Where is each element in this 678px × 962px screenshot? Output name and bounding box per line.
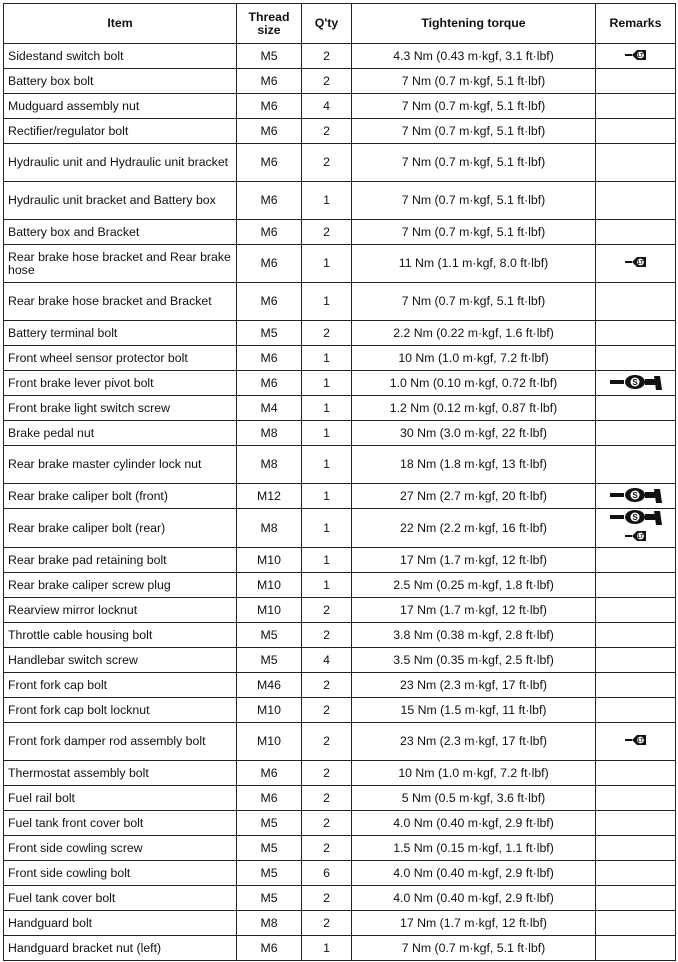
qty-cell: 2: [302, 911, 352, 936]
table-row: [4, 371, 676, 396]
silicone-grease-icon: [610, 487, 662, 506]
item-cell: Sidestand switch bolt: [4, 44, 237, 69]
header-thread-size: [237, 4, 302, 44]
torque-cell: 4.0 Nm (0.40 m·kgf, 2.9 ft·lbf): [352, 861, 596, 886]
thread-size-cell: M6: [237, 245, 302, 283]
qty-cell: 2: [302, 673, 352, 698]
remarks-cell: [596, 484, 676, 509]
torque-cell: 7 Nm (0.7 m·kgf, 5.1 ft·lbf): [352, 182, 596, 220]
qty-cell: 1: [302, 421, 352, 446]
remarks-cell: [596, 648, 676, 673]
thread-size-cell: M10: [237, 698, 302, 723]
qty-cell: 2: [302, 836, 352, 861]
table-row: [4, 836, 676, 861]
torque-cell: 4.0 Nm (0.40 m·kgf, 2.9 ft·lbf): [352, 886, 596, 911]
table-row: [4, 220, 676, 245]
table-row: [4, 509, 676, 548]
item-cell: Rear brake pad retaining bolt: [4, 548, 237, 573]
remarks-cell: [596, 144, 676, 182]
torque-cell: 15 Nm (1.5 m·kgf, 11 ft·lbf): [352, 698, 596, 723]
remarks-cell: [596, 69, 676, 94]
table-row: [4, 911, 676, 936]
torque-cell: 2.5 Nm (0.25 m·kgf, 1.8 ft·lbf): [352, 573, 596, 598]
thread-size-cell: M4: [237, 396, 302, 421]
thread-size-cell: M5: [237, 321, 302, 346]
qty-cell: 2: [302, 119, 352, 144]
table-row: [4, 245, 676, 283]
item-cell: Rear brake hose bracket and Rear brake hose: [4, 245, 237, 283]
torque-cell: 17 Nm (1.7 m·kgf, 12 ft·lbf): [352, 548, 596, 573]
qty-cell: 1: [302, 936, 352, 961]
table-row: [4, 786, 676, 811]
item-cell: Rectifier/regulator bolt: [4, 119, 237, 144]
remarks-cell: [596, 761, 676, 786]
remarks-cell: [596, 182, 676, 220]
thread-size-cell: M6: [237, 144, 302, 182]
torque-cell: 7 Nm (0.7 m·kgf, 5.1 ft·lbf): [352, 283, 596, 321]
qty-cell: 2: [302, 144, 352, 182]
thread-size-cell: M5: [237, 861, 302, 886]
qty-cell: 1: [302, 396, 352, 421]
remarks-cell: [596, 94, 676, 119]
remarks-cell: [596, 396, 676, 421]
thread-size-cell: M8: [237, 446, 302, 484]
qty-cell: 1: [302, 245, 352, 283]
torque-cell: 3.5 Nm (0.35 m·kgf, 2.5 ft·lbf): [352, 648, 596, 673]
qty-cell: 2: [302, 698, 352, 723]
svg-text:LT: LT: [637, 52, 643, 59]
qty-cell: 2: [302, 44, 352, 69]
item-cell: Front brake light switch screw: [4, 396, 237, 421]
item-cell: Front side cowling screw: [4, 836, 237, 861]
table-row: [4, 548, 676, 573]
item-cell: Hydraulic unit bracket and Battery box: [4, 182, 237, 220]
qty-cell: 2: [302, 69, 352, 94]
table-row: [4, 182, 676, 220]
thread-size-cell: M6: [237, 371, 302, 396]
thread-size-cell: M5: [237, 886, 302, 911]
thread-size-cell: M5: [237, 44, 302, 69]
qty-cell: 6: [302, 861, 352, 886]
qty-cell: 1: [302, 446, 352, 484]
item-cell: Front fork cap bolt: [4, 673, 237, 698]
svg-text:LT: LT: [637, 260, 643, 266]
item-cell: Handguard bolt: [4, 911, 237, 936]
torque-cell: 7 Nm (0.7 m·kgf, 5.1 ft·lbf): [352, 144, 596, 182]
table-row: [4, 283, 676, 321]
header-torque: Tightening torque: [352, 4, 596, 44]
thread-size-cell: M5: [237, 811, 302, 836]
remarks-cell: [596, 119, 676, 144]
item-cell: Fuel tank front cover bolt: [4, 811, 237, 836]
torque-spec-table: [3, 3, 676, 961]
table-row: [4, 861, 676, 886]
item-cell: Fuel tank cover bolt: [4, 886, 237, 911]
thread-size-cell: M6: [237, 761, 302, 786]
item-cell: Rear brake caliper screw plug: [4, 573, 237, 598]
qty-cell: 2: [302, 811, 352, 836]
qty-cell: 1: [302, 346, 352, 371]
remarks-cell: [596, 836, 676, 861]
thread-size-cell: M6: [237, 94, 302, 119]
thread-size-cell: M6: [237, 936, 302, 961]
item-cell: Brake pedal nut: [4, 421, 237, 446]
table-row: [4, 698, 676, 723]
torque-cell: 18 Nm (1.8 m·kgf, 13 ft·lbf): [352, 446, 596, 484]
torque-cell: 3.8 Nm (0.38 m·kgf, 2.8 ft·lbf): [352, 623, 596, 648]
table-row: [4, 44, 676, 69]
torque-cell: 17 Nm (1.7 m·kgf, 12 ft·lbf): [352, 598, 596, 623]
item-cell: Fuel rail bolt: [4, 786, 237, 811]
remarks-cell: [596, 220, 676, 245]
remarks-cell: [596, 371, 676, 396]
thread-size-cell: M46: [237, 673, 302, 698]
thread-size-cell: M10: [237, 573, 302, 598]
table-row: [4, 119, 676, 144]
qty-cell: 2: [302, 761, 352, 786]
torque-cell: 11 Nm (1.1 m·kgf, 8.0 ft·lbf): [352, 245, 596, 283]
item-cell: Rear brake caliper bolt (front): [4, 484, 237, 509]
qty-cell: 4: [302, 94, 352, 119]
remarks-cell: [596, 346, 676, 371]
thread-size-cell: M10: [237, 548, 302, 573]
item-cell: Handlebar switch screw: [4, 648, 237, 673]
torque-cell: 10 Nm (1.0 m·kgf, 7.2 ft·lbf): [352, 346, 596, 371]
qty-cell: 2: [302, 321, 352, 346]
remarks-cell: [596, 698, 676, 723]
qty-cell: 2: [302, 886, 352, 911]
thread-size-cell: M6: [237, 182, 302, 220]
item-cell: Front fork cap bolt locknut: [4, 698, 237, 723]
item-cell: Front wheel sensor protector bolt: [4, 346, 237, 371]
torque-cell: 1.2 Nm (0.12 m·kgf, 0.87 ft·lbf): [352, 396, 596, 421]
header-item: Item: [4, 4, 237, 44]
qty-cell: 2: [302, 723, 352, 761]
thread-size-cell: M6: [237, 786, 302, 811]
remarks-cell: [596, 911, 676, 936]
item-cell: Front fork damper rod assembly bolt: [4, 723, 237, 761]
torque-cell: 22 Nm (2.2 m·kgf, 16 ft·lbf): [352, 509, 596, 548]
remarks-cell: [596, 598, 676, 623]
torque-cell: 23 Nm (2.3 m·kgf, 17 ft·lbf): [352, 673, 596, 698]
table-row: [4, 598, 676, 623]
torque-cell: 1.0 Nm (0.10 m·kgf, 0.72 ft·lbf): [352, 371, 596, 396]
locking-agent-icon: [625, 732, 647, 751]
torque-cell: 7 Nm (0.7 m·kgf, 5.1 ft·lbf): [352, 94, 596, 119]
table-row: [4, 886, 676, 911]
thread-size-cell: M10: [237, 598, 302, 623]
qty-cell: 1: [302, 182, 352, 220]
remarks-cell: [596, 573, 676, 598]
torque-cell: 30 Nm (3.0 m·kgf, 22 ft·lbf): [352, 421, 596, 446]
torque-cell: 23 Nm (2.3 m·kgf, 17 ft·lbf): [352, 723, 596, 761]
torque-cell: 7 Nm (0.7 m·kgf, 5.1 ft·lbf): [352, 119, 596, 144]
header-row: [4, 4, 676, 44]
torque-cell: 1.5 Nm (0.15 m·kgf, 1.1 ft·lbf): [352, 836, 596, 861]
remarks-cell: [596, 548, 676, 573]
thread-size-cell: M8: [237, 421, 302, 446]
torque-cell: 17 Nm (1.7 m·kgf, 12 ft·lbf): [352, 911, 596, 936]
table-row: [4, 94, 676, 119]
torque-cell: 4.3 Nm (0.43 m·kgf, 3.1 ft·lbf): [352, 44, 596, 69]
item-cell: Rearview mirror locknut: [4, 598, 237, 623]
remarks-cell: [596, 723, 676, 761]
item-cell: Battery terminal bolt: [4, 321, 237, 346]
remarks-cell: [596, 786, 676, 811]
qty-cell: 2: [302, 623, 352, 648]
table-row: [4, 144, 676, 182]
item-cell: Throttle cable housing bolt: [4, 623, 237, 648]
torque-cell: 4.0 Nm (0.40 m·kgf, 2.9 ft·lbf): [352, 811, 596, 836]
thread-size-cell: M6: [237, 119, 302, 144]
item-cell: Battery box and Bracket: [4, 220, 237, 245]
torque-cell: 7 Nm (0.7 m·kgf, 5.1 ft·lbf): [352, 220, 596, 245]
table-row: [4, 673, 676, 698]
item-cell: Rear brake master cylinder lock nut: [4, 446, 237, 484]
table-row: [4, 396, 676, 421]
silicone-grease-icon: [610, 374, 662, 393]
item-cell: Thermostat assembly bolt: [4, 761, 237, 786]
qty-cell: 1: [302, 509, 352, 548]
item-cell: Mudguard assembly nut: [4, 94, 237, 119]
thread-size-cell: M8: [237, 509, 302, 548]
remarks-cell: [596, 936, 676, 961]
table-row: [4, 573, 676, 598]
table-row: [4, 648, 676, 673]
thread-size-cell: M6: [237, 346, 302, 371]
torque-cell: 7 Nm (0.7 m·kgf, 5.1 ft·lbf): [352, 936, 596, 961]
thread-size-cell: M5: [237, 648, 302, 673]
table-row: [4, 623, 676, 648]
torque-cell: 10 Nm (1.0 m·kgf, 7.2 ft·lbf): [352, 761, 596, 786]
item-cell: Rear brake hose bracket and Bracket: [4, 283, 237, 321]
remarks-cell: [596, 811, 676, 836]
remarks-cell: [596, 886, 676, 911]
silicone-grease-icon: [610, 509, 662, 528]
qty-cell: 1: [302, 371, 352, 396]
thread-size-cell: M5: [237, 836, 302, 861]
table-row: [4, 421, 676, 446]
remarks-cell: [596, 673, 676, 698]
torque-cell: 7 Nm (0.7 m·kgf, 5.1 ft·lbf): [352, 69, 596, 94]
svg-text:S: S: [631, 490, 638, 500]
qty-cell: 2: [302, 598, 352, 623]
locking-agent-icon: [625, 254, 647, 273]
remarks-cell: [596, 421, 676, 446]
thread-size-cell: M10: [237, 723, 302, 761]
item-cell: Handguard bracket nut (left): [4, 936, 237, 961]
item-cell: Hydraulic unit and Hydraulic unit bracket: [4, 144, 237, 182]
qty-cell: 1: [302, 573, 352, 598]
remarks-cell: [596, 245, 676, 283]
svg-text:S: S: [631, 513, 638, 522]
qty-cell: 2: [302, 786, 352, 811]
svg-text:S: S: [631, 377, 638, 387]
remarks-cell: [596, 446, 676, 484]
table-row: [4, 69, 676, 94]
header-thread-size-label: Thread size: [248, 9, 290, 37]
item-cell: Front brake lever pivot bolt: [4, 371, 237, 396]
thread-size-cell: M8: [237, 911, 302, 936]
torque-cell: 27 Nm (2.7 m·kgf, 20 ft·lbf): [352, 484, 596, 509]
remarks-cell: [596, 861, 676, 886]
header-remarks: Remarks: [596, 4, 676, 44]
table-row: [4, 811, 676, 836]
locking-agent-icon: [625, 528, 647, 547]
remarks-cell: [596, 283, 676, 321]
thread-size-cell: M6: [237, 283, 302, 321]
item-cell: Battery box bolt: [4, 69, 237, 94]
remarks-cell: [596, 321, 676, 346]
table-row: [4, 321, 676, 346]
item-cell: Rear brake caliper bolt (rear): [4, 509, 237, 548]
torque-cell: 5 Nm (0.5 m·kgf, 3.6 ft·lbf): [352, 786, 596, 811]
table-row: [4, 761, 676, 786]
thread-size-cell: M5: [237, 623, 302, 648]
table-row: [4, 484, 676, 509]
svg-text:LT: LT: [637, 534, 643, 540]
remarks-cell: [596, 44, 676, 69]
remarks-cell: [596, 623, 676, 648]
remarks-cell: [596, 509, 676, 548]
thread-size-cell: M12: [237, 484, 302, 509]
table-row: [4, 346, 676, 371]
table-row: [4, 446, 676, 484]
qty-cell: 1: [302, 283, 352, 321]
thread-size-cell: M6: [237, 69, 302, 94]
table-row: [4, 723, 676, 761]
item-cell: Front side cowling bolt: [4, 861, 237, 886]
table-row: [4, 936, 676, 961]
svg-text:LT: LT: [637, 738, 643, 744]
qty-cell: 4: [302, 648, 352, 673]
thread-size-cell: M6: [237, 220, 302, 245]
header-qty: Q'ty: [302, 4, 352, 44]
qty-cell: 1: [302, 484, 352, 509]
qty-cell: 1: [302, 548, 352, 573]
locking-agent-icon: [625, 47, 647, 66]
torque-cell: 2.2 Nm (0.22 m·kgf, 1.6 ft·lbf): [352, 321, 596, 346]
qty-cell: 2: [302, 220, 352, 245]
